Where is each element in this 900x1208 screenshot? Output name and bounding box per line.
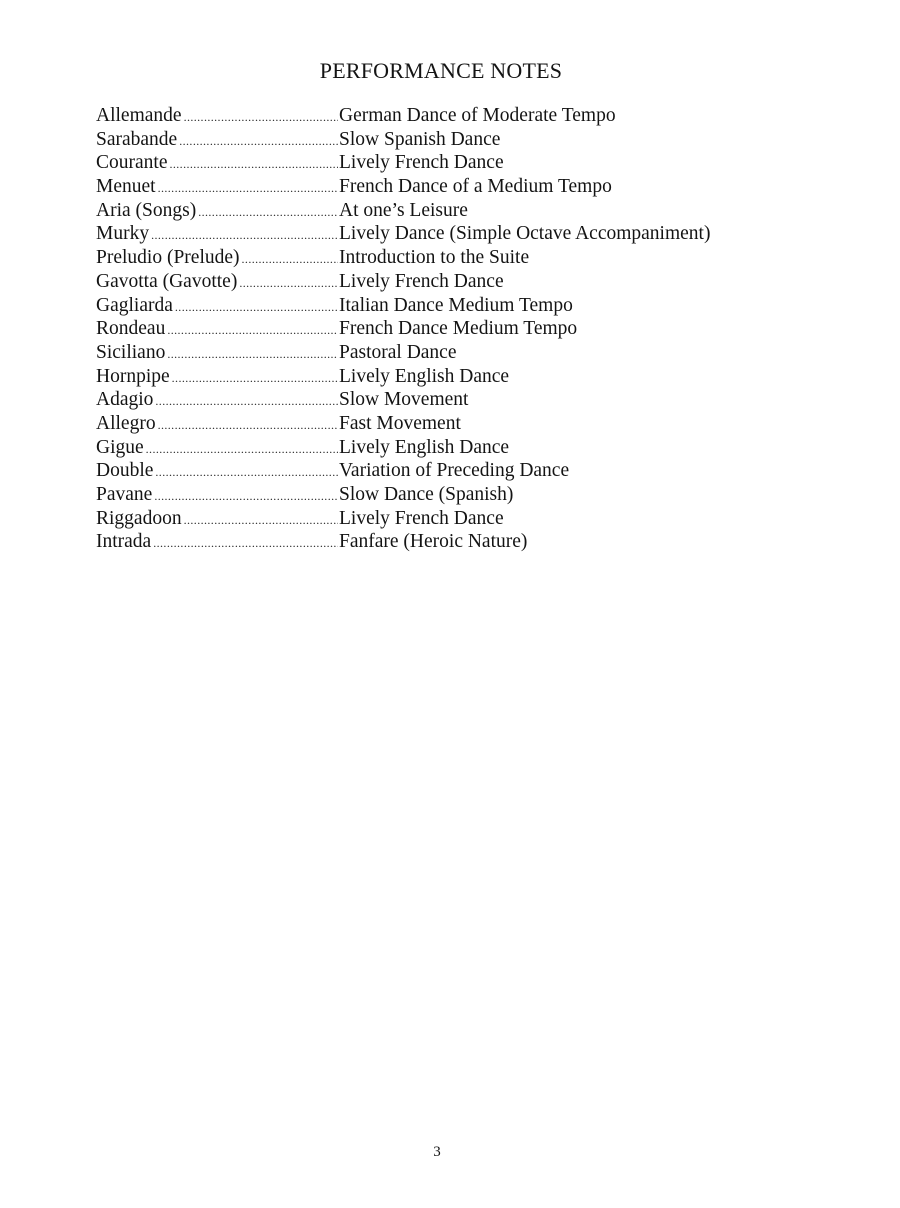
- note-term: Riggadoon: [96, 507, 182, 529]
- note-row: [96, 436, 710, 460]
- note-definition: Italian Dance Medium Tempo: [339, 294, 573, 316]
- dot-leader: [158, 177, 338, 201]
- note-term: Preludio (Prelude): [96, 247, 240, 269]
- note-definition: Lively French Dance: [339, 507, 504, 529]
- note-row: [96, 317, 710, 341]
- note-row: [96, 246, 710, 270]
- dot-leader: [155, 461, 338, 485]
- note-definition: French Dance Medium Tempo: [339, 318, 578, 340]
- note-definition: Lively French Dance: [339, 152, 504, 174]
- note-row: [96, 175, 710, 199]
- note-definition: Slow Movement: [339, 389, 469, 411]
- note-row: [96, 128, 710, 152]
- note-row: [96, 222, 710, 246]
- note-term: Gagliarda: [96, 294, 173, 316]
- note-term: Sarabande: [96, 128, 178, 150]
- note-term: Double: [96, 460, 154, 482]
- note-term: Adagio: [96, 389, 154, 411]
- dot-leader: [154, 485, 338, 509]
- dot-leader: [175, 296, 338, 320]
- note-definition: Lively Dance (Simple Octave Accompaniment): [339, 223, 711, 245]
- note-row: [96, 388, 710, 412]
- note-definition: Slow Dance (Spanish): [339, 484, 514, 505]
- note-definition: Pastoral Dance: [339, 341, 457, 363]
- dot-leader: [146, 438, 338, 462]
- note-definition: Introduction to the Suite: [339, 247, 530, 269]
- note-term: Gigue: [96, 436, 144, 458]
- note-row: [96, 270, 710, 294]
- dot-leader: [153, 532, 338, 556]
- dot-leader: [198, 201, 338, 225]
- note-term: Aria (Songs): [96, 199, 197, 221]
- note-definition: Lively French Dance: [339, 270, 504, 292]
- dot-leader: [239, 272, 338, 296]
- page-number: 3: [433, 1144, 441, 1160]
- note-term: Allemande: [96, 105, 182, 126]
- note-definition: Fanfare (Heroic Nature): [339, 531, 528, 553]
- note-definition: German Dance of Moderate Tempo: [339, 105, 616, 126]
- note-definition: Variation of Preceding Dance: [339, 460, 570, 482]
- note-definition: Lively English Dance: [339, 436, 510, 458]
- note-row: [96, 507, 710, 531]
- dot-leader: [167, 343, 338, 367]
- note-row: [96, 459, 710, 483]
- note-term: Rondeau: [96, 318, 166, 340]
- note-definition: French Dance of a Medium Tempo: [339, 176, 612, 198]
- note-term: Murky: [96, 223, 150, 245]
- note-term: Allegro: [96, 412, 156, 434]
- dot-leader: [172, 367, 338, 391]
- dot-leader: [169, 153, 338, 177]
- note-definition: Slow Spanish Dance: [339, 128, 501, 150]
- note-row: [96, 341, 710, 365]
- dot-leader: [151, 224, 338, 248]
- note-row: [96, 294, 710, 318]
- dot-leader: [242, 248, 338, 272]
- note-row: [96, 483, 710, 507]
- note-definition: At one’s Leisure: [339, 199, 468, 221]
- note-definition: Lively English Dance: [339, 365, 510, 387]
- note-term: Gavotta (Gavotte): [96, 270, 238, 292]
- note-row: [96, 199, 710, 223]
- note-term: Pavane: [96, 484, 153, 505]
- dot-leader: [184, 509, 338, 533]
- dot-leader: [167, 319, 338, 343]
- note-term: Hornpipe: [96, 365, 170, 387]
- note-term: Intrada: [96, 531, 152, 553]
- note-definition: Fast Movement: [339, 412, 461, 434]
- note-row: [96, 412, 710, 436]
- dot-leader: [158, 414, 338, 438]
- performance-notes-list: [96, 104, 710, 554]
- note-row: [96, 365, 710, 389]
- dot-leader: [179, 130, 338, 154]
- note-term: Courante: [96, 152, 168, 174]
- dot-leader: [155, 390, 338, 414]
- note-row: [96, 530, 710, 554]
- dot-leader: [184, 106, 338, 130]
- note-row: [96, 151, 710, 175]
- note-term: Menuet: [96, 176, 156, 198]
- note-row: [96, 104, 710, 128]
- page-title: PERFORMANCE NOTES: [319, 58, 563, 83]
- note-term: Siciliano: [96, 341, 166, 363]
